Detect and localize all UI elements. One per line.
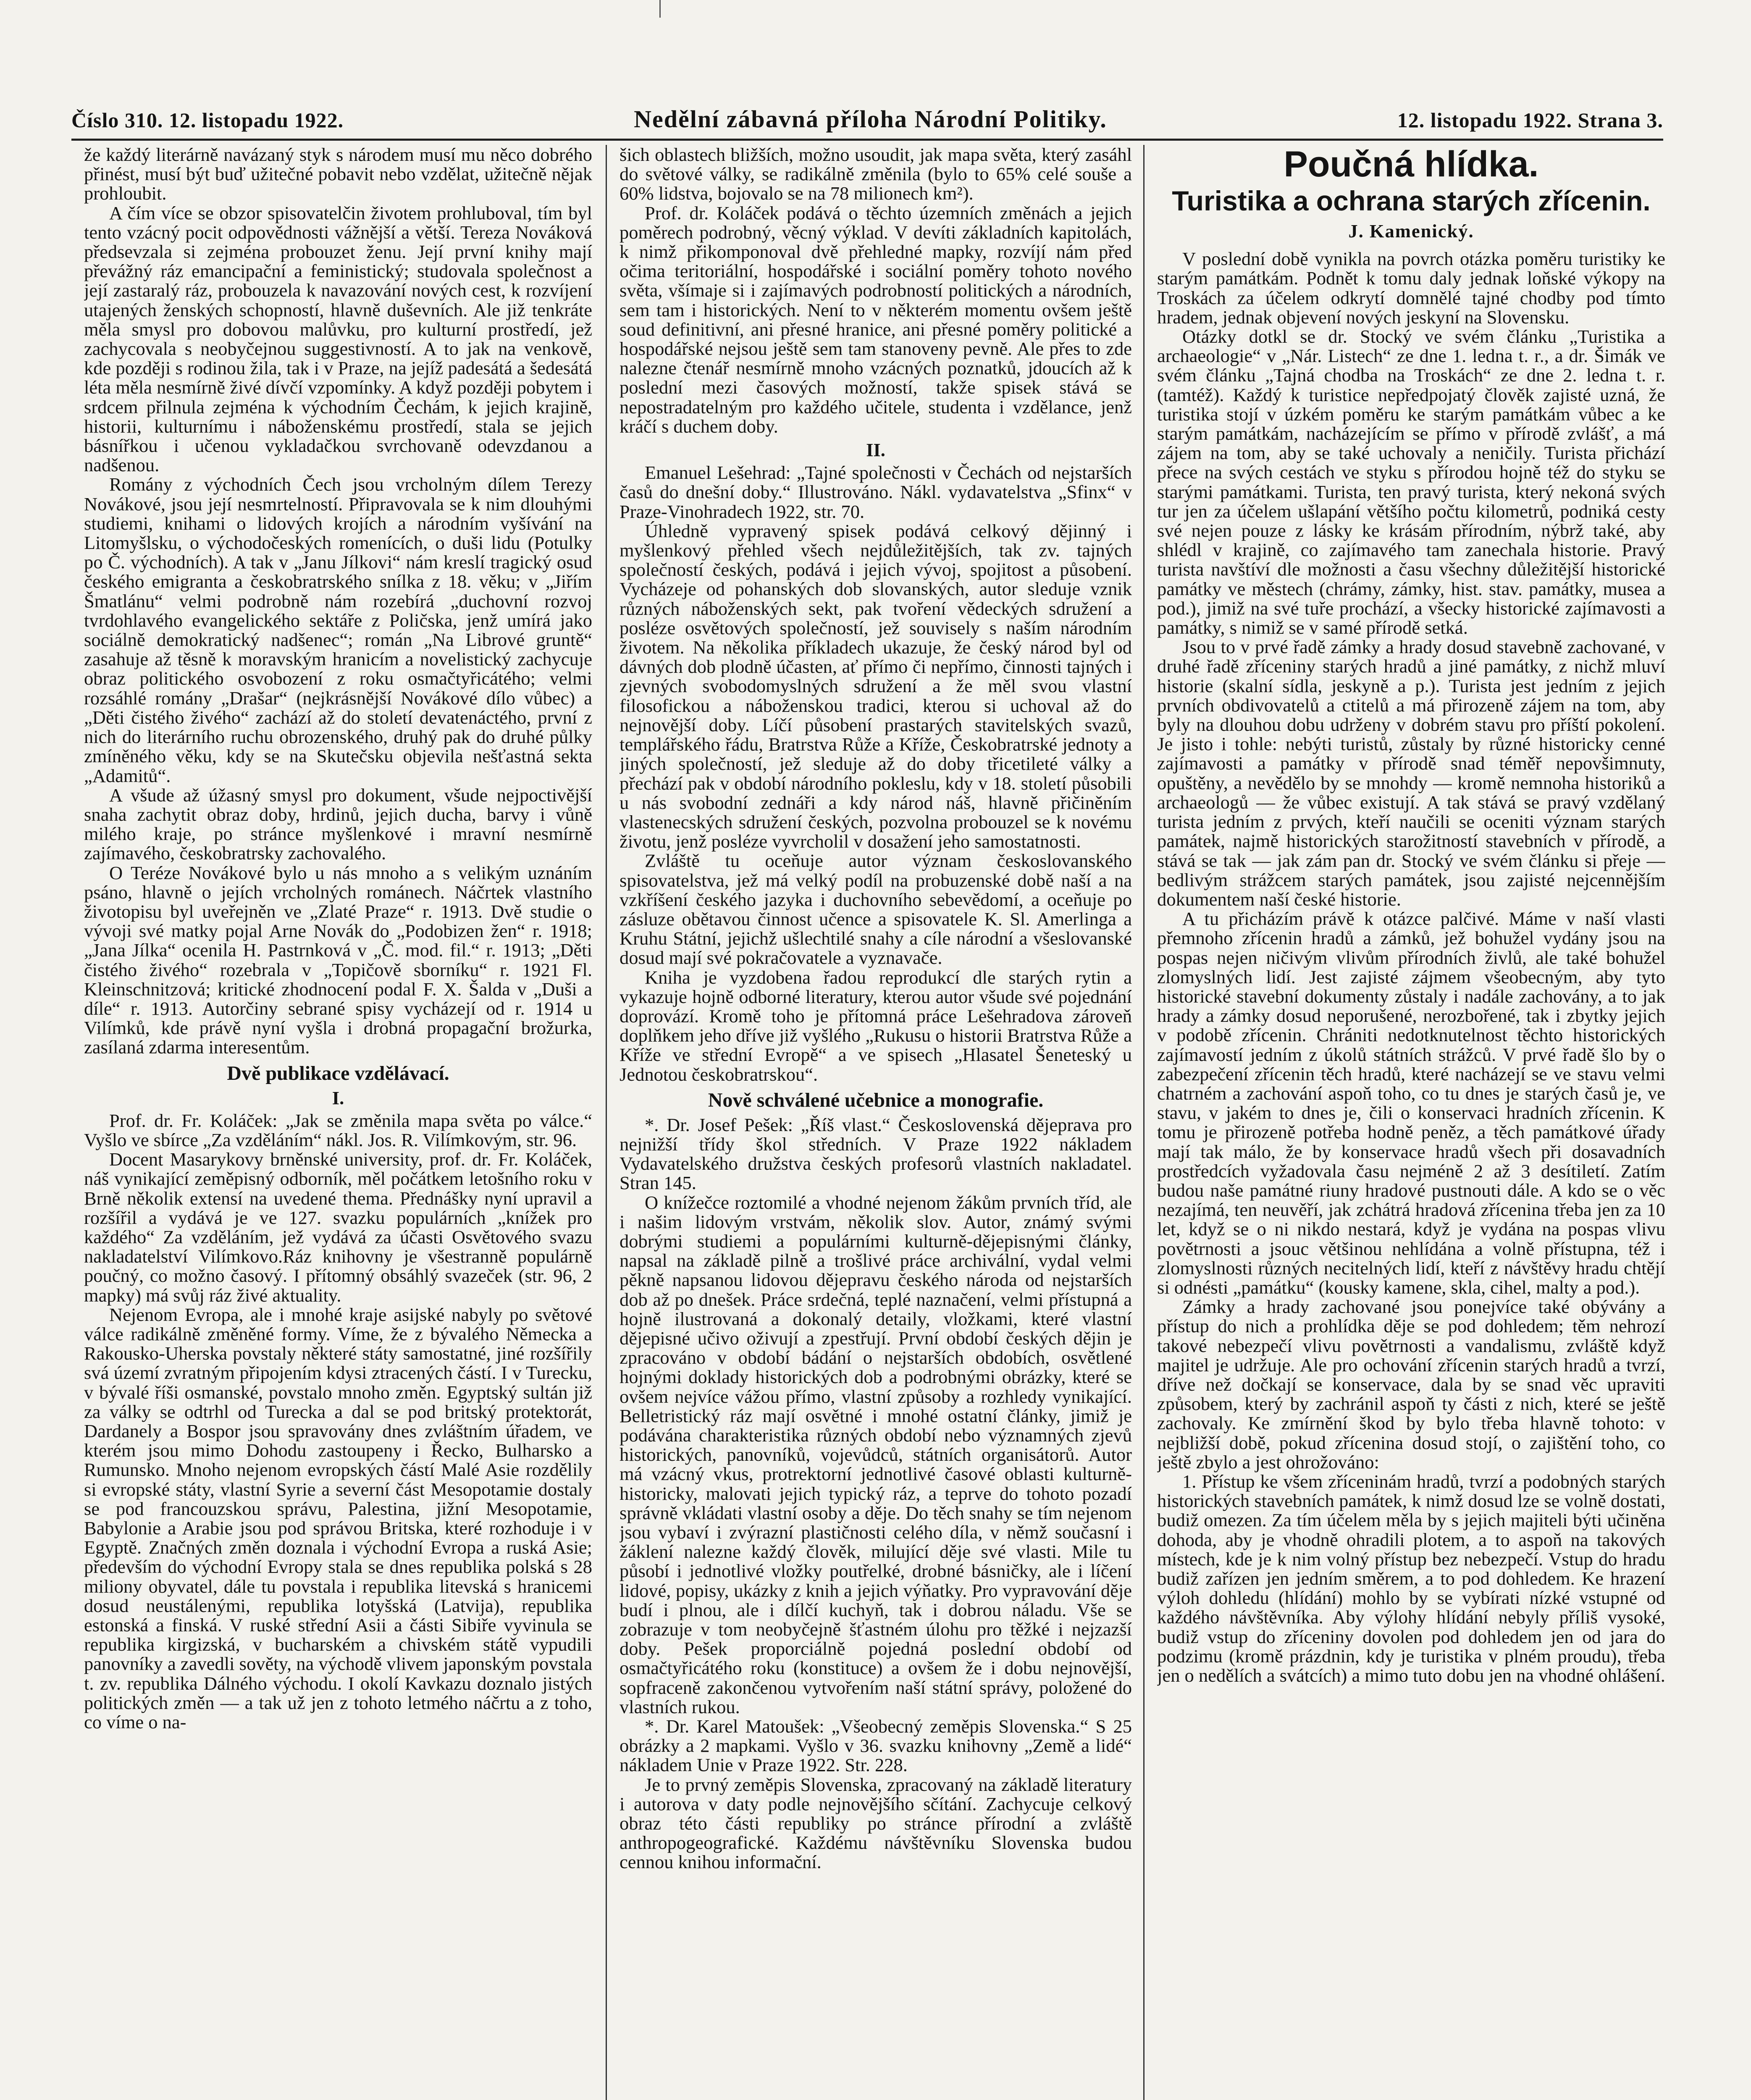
section-heading: Dvě publikace vzdělávací. [227,1062,449,1084]
paragraph: Zámky a hrady zachované jsou ponejvíce také obývány a přístup do nich a prohlídka děje se pod dohledem; těm nehrozí takové nebezpečí vlivu povětrnosti a vandalismu, zvláště když majitel je udržuje. Ale pro ochování zřícenin starých hradů a tvrzí, dříve než dočkají se konservace, dala by se snad věc upraviti způsobem, který by zachránil aspoň ty části z nich, které se ještě zachovaly. Ke zmírnění škod by bylo třeba hlavně tohoto: v nejbližší době, pokud zřícenina dosud stojí, o zajištění toho, co ještě zbylo a jest ohrožováno: [1157,1296,1665,1473]
rubric-title: Poučná hlídka. [1284,145,1539,184]
masthead [71,105,1663,141]
paragraph: Jsou to v prvé řadě zámky a hrady dosud stavebně zachované, v druhé řadě zříceniny starých hradů a jiné památky, z nichž mluví historie (skalní sídla, jeskyně a p.). Turista jest jedním z jejich prvních obdivovatelů a ctitelů a má přirozeně zájem na tom, aby byly na dlouhou dobu udrženy v dobrém stavu pro příští pokolení. Je jisto i tohle: nebýti turistů, zůstaly by různé historicky cenné zajímavosti a památky v přírodě snad téměř nepovšimnuty, opuštěny, a nevědělo by se mnohdy — kromě nemnoha historiků a archaeologů — že vůbec existují. A tak stává se pravý vzdělaný turista jedním z prvých, kteří naučili se oceniti význam starých památek, najmě historických starožitností stavebních v přírodě, a stává se tak — jak zám pan dr. Stocký ve svém článku si přeje — bedlivým strážcem starých památek, jsou zajisté nejcennějším dokumentem naší české historie. [1157,636,1665,910]
issue-date-left: Číslo 310. 12. listopadu 1922. [71,108,344,132]
paragraph: Nejenom Evropa, ale i mnohé kraje asijské nabyly po světové válce radikálně změněné formy. Víme, že z bývalého Německa a Rakousko-Uherska povstaly některé státy samostatné, jiné rozšířily svá území zvratným připojením kdysi ztracených částí. I v Turecku, v bývalé říši osmanské, povstalo mnoho změn. Egyptský sultán již za války se odtrhl od Turecka a dal se pod britský protektorát, Dardanely a Bospor jsou spravovány dnes zvláštním úřadem, ve kterém jsou mimo Dohodu zastoupeny i Řecko, Bulharsko a Rumunsko. Mnoho nejenom evropských částí Malé Asie rozdělily si evropské státy, vlastní Syrie a severní část Mesopotamie dostaly se pod francouzskou správu, Palestina, jižní Mesopotamie, Babylonie a Arabie jsou pod správou Britska, které rozhoduje i v Egyptě. Značných změn doznala i východní Evropa a ruská Asie; především do východní Evropy stala se dnes republika polská s 28 miliony obyvatel, dále tu povstala i republika litevská s hranicemi dosud neustálenými, republika lotyšská (Latvija), republika estonská a finská. V ruské střední Asii a části Sibiře vyvinula se republika kirgizská, v bucharském a chivském státě vypudili panovníky a zavedli sověty, na východě vlivem japonským povstala t. zv. republika Dálného východu. I okolí Kavkazu doznalo jistých politických změn — a tak už jen z tohoto letmého náčrtu a z toho, co víme o na- [84,1304,592,1733]
paragraph: Docent Masarykovy brněnské university, prof. dr. Fr. Koláček, náš vynikající zeměpisný odborník, měl počátkem letošního roku v Brně několik extensí na uvedené thema. Přednášky nyní upravil a rozšířil a vydává je ve 127. svazku populárních „knížek pro každého“ Za vzděláním, jež vydává za účasti Osvětového svazu nakladatelství Vilímkovo.Ráz knihovny je všestranně populárně poučný, co možno časový. I přítomný obsáhlý svazeček (str. 96, 2 mapky) má svůj ráz živé aktuality. [84,1149,592,1306]
paragraph: A všude až úžasný smysl pro dokument, všude nejpoctivější snaha zachytit obraz doby, hrdinů, jejich ducha, barvy i vůně milého kraje, po stránce myšlenkové i mravní nesmírně zajímavého, českobratrsky zachovalého. [84,784,592,864]
column-right [1157,145,1665,2100]
column-middle [620,145,1132,2100]
margin-tick [659,0,661,18]
newspaper-title: Nedělní zábavná příloha Národní Politiky. [634,105,1107,133]
paragraph: Úhledně vypravený spisek podává celkový dějinný i myšlenkový přehled všech nejdůležitějších, tak zv. tajných společností českých, podává i jejich vývoj, spojitost a působení. Vycházeje od pohanských dob slovanských, autor sleduje vznik různých náboženských sekt, pak tvoření vědeckých sdružení a posléze osvětových společností, jež souvisely s naším národním životem. Na několika příkladech ukazuje, že český národ byl od dávných dob plodně účasten, ať přímo či nepřímo, činnosti tajných i zjevných svobodomyslných sdružení a že měl svou vlastní filosofickou a náboženskou tradici, kterou si uchoval až do nejnovější doby. Líčí působení prastarých stavitelských svazů, templářského řádu, Bratrstva Růže a Kříže, Českobratrské jednoty a jiných společností, jež sleduje až do doby třicetileté války a přechází pak v období národního pokleslu, kdy v 18. století působili u nás svobodní zednáři a kdy národ náš, hlavně přičiněním vlastenecských sdružení českých, pozvolna probouzel se k novému životu, jenž posléze vyvrcholil v dosažení jeho samostatnosti. [620,520,1132,852]
paragraph: O Teréze Novákové bylo u nás mnoho a s velikým uznáním psáno, hlavně o jejích vrcholných románech. Náčrtek vlastního životopisu byl uveřejněn ve „Zlaté Praze“ r. 1913. Dvě studie o vývoji své matky pojal Arne Novák do „Podobizen žen“ r. 1918; „Jana Jílka“ ocenila H. Pastrnková v „Č. mod. fil.“ r. 1913; „Děti čistého živého“ rozebrala v „Topičově sborníku“ r. 1921 Fl. Kleinschnitzová; kritické zhodnocení podal F. X. Šalda v „Duši a díle“ r. 1913. Autorčiny sebrané spisy vycházejí od r. 1914 u Vilímků, kde právě nyní vyšla i drobná propagační brožurka, zasílaná zdarma interesentům. [84,862,592,1058]
section-number: I. [332,1087,344,1108]
paragraph: Emanuel Lešehrad: „Tajné společnosti v Čechách od nejstarších časů do dnešní doby.“ Illustrováno. Nákl. vydavatelstva „Sfinx“ v Praze-Vinohradech 1922, str. 70. [620,462,1132,522]
paragraph: O knížečce roztomilé a vhodné nejenom žákům prvních tříd, ale i našim lidovým vrstvám, několik slov. Autor, známý svými dobrými studiemi a populárními kulturně-dějepisnými články, napsal na základě pilně a trošlivé práce archivální, vydal velmi pěkně napsanou lidovou dějepravu českého národa od nejstarších dob až po dnešek. Práce srdečná, teplé naznačení, velmi přístupná a hojně ilustrovaná a dokonalý detaily, vložkami, které vlastní dějepisné učivo oživují a zpestřují. První období českých dějin je zpracováno v období bádání o nejstarších obdobích, osvětlené hojnými doklady historických dob a podrobnými obrázky, které se ovšem nejvíce vážou přímo, vlastní způsoby a rozhledy vynikající. Belletristický ráz mají osvětné i mnohé ostatní články, jimiž je podávána charakteristika různých období nebo významných zjevů historických, panovníků, vojevůdců, státních organisátorů. Autor má vzácný vkus, protrektorní jednotlivé časové oblasti kulturně-historicky, malovati jejich typický ráz, a teprve do tohoto pozadí správně vkládati vlastní osoby a děje. Do těch snahy se tím nejenom jsou vybaví i zvýrazní plastičnosti celého díla, v němž současní i žáklení nalezne každý člověk, milující děje své vlasti. Mile tu působí i jednotlivé vložky poutřelké, drobné básničky, ale i líčení lidové, popisy, ukázky z knih a jejich výňatky. Pro vypravování děje budí i plnou, ale i dílčí kuchyň, tak i dobrou náladu. Vše se zobrazuje v tom neobyčejně šťastném úlohu pro těžké i nejzazší doby. Pešek proporciálně pojedná poslední období od osmačtyřicátého roku (konstituce) a ovšem že i dobu nejnovější, sopfraceně zakončenou vytvořením naší státní správy, položené do vlastních rukou. [620,1192,1132,1717]
paragraph: že každý literárně navázaný styk s národem musí mu něco dobrého přinést, musí být buď užitečné pobavit nebo vzdělat, užitečně nějak prohloubit. [84,145,592,204]
paragraph: šich oblastech bližších, možno usoudit, jak mapa světa, který zasáhl do světové války, se radikálně změnila (bylo to 65% celé souše a 60% lidstva, bojovalo se na 78 milionech km²). [620,145,1132,204]
paragraph: A tu přicházím právě k otázce palčivé. Máme v naší vlasti přemnoho zřícenin hradů a zámků, jež bohužel vydány jsou na pospas nejen ničivým vlivům přírodních živlů, ale také bohužel zlomyslných lidí. Jest zajisté zájmem všeobecným, aby tyto historické stavební dokumenty zůstaly i nadále zachovány, a to jak hrady a zámky dosud neporušené, nerozbořené, tak i zbytky jejich v podobě zřícenin. Chrániti nedotknutelnost těchto historických zajímavostí jedním z úkolů státních strážců. V prvé řadě šlo by o zabezpečení zřícenin těch hradů, které nacházejí se ve stavu velmi chatrném a zachování aspoň toho, co tu dnes je starých časů je, ve stavu, v jakém to dnes je, čili o konservaci hradních zřícenin. K tomu je přirozeně potřeba hodně peněz, a těch památkové úřady mají tak málo, že by konservace hradů všech při dosavadních prostředcích vyžadovala času nejméně 2 až 3 desítiletí. Zatím budou naše památné riuny hradové pustnouti dále. A kdo se o věc nezajímá, ten neuvěří, jak zchátrá hradová zřícenina třeba jen za 10 let, když se o ni nikdo nestará, když je vydána na pospas vlivu povětrnosti a jsouc většinou nehlídána a volně přístupna, též i zlomyslnosti různých necitelných lidí, kteří z návštěvy hradu chtějí si odnésti „památku“ (kousky kamene, skla, cihel, malty a pod.). [1157,908,1665,1298]
paragraph: Je to prvný zeměpis Slovenska, zpracovaný na základě literatury i autorova v daty podle nejnovějšího sčítání. Zachycuje celkový obraz této části republiky po stránce přírodní a zvláště anthropogeografické. Každému návštěvníku Slovenska budou cennou knihou informační. [620,1774,1132,1873]
section-number: II. [866,439,885,461]
paragraph: Kniha je vyzdobena řadou reprodukcí dle starých rytin a vykazuje hojně odborné literatury, kterou autor všude své pojednání doprovází. Kromě toho je přítomná práce Lešehradova zároveň doplňkem jeho dříve již vyšlého „Rukusu o historii Bratrstva Růže a Kříže ve střední Evropě“ a ve spisech „Hlasatel Šeneteský u Jednotou českobratrskou“. [620,966,1132,1085]
column-rule [1143,145,1145,2100]
paragraph: Zvláště tu oceňuje autor význam českoslovanského spisovatelstva, jež má velký podíl na probuzenské době naší a na vzkříšení českého jazyka i duchovního sebevědomí, a oceňuje po zásluze obětavou činnost učence a spisovatele K. Sl. Amerlinga a Kruhu Státní, jejichž ušlechtilé snahy a cíle národní a všeslovanské dosud mají své pokračovatele a vyznavače. [620,850,1132,969]
column-left [84,145,592,2100]
article-author: J. Kamenický. [1348,220,1474,242]
paragraph: Prof. dr. Koláček podává o těchto územních změnách a jejich poměrech podrobný, věcný výklad. V devíti základních kapitolách, k nimž přikomponoval dvě přehledné mapky, rozvíjí nám před očima teritoriální, hospodářské i sociální poměry tohoto nového světa, všímaje si i zajímavých podrobností politických a národních, sem tam i historických. Není to v některém momentu ovšem ještě soud definitivní, ani přesné hranice, ani přesné poměry politické a hospodářské nejsou ještě sem tam stanoveny pevně. Ale přes to zde nalezne čtenář nesmírně mnoho vzácných poznatků, jdoucích až k poslední mezi časových možností, takže spisek stává se nepostradatelným pro každého učitele, studenta i vzdělance, jenž kráčí s duchem doby. [620,202,1132,437]
paragraph: Otázky dotkl se dr. Stocký ve svém článku „Turistika a archaeologie“ v „Nár. Listech“ ze dne 1. ledna t. r., a dr. Šimák ve svém článku „Tajná chodba na Troskách“ ze dne 2. ledna t. r. (tamtéž). Každý k turistice nepředpojatý člověk zajisté uzná, že turistika stojí v úzkém poměru ke starým památkám vůbec a ke starým památkám, nacházejícím se přímo v přírodě zvlášť, a má zájem na tom, aby se také uchovaly a neničily. Turista přichází přece na svých cestách ve styku s přírodou hojně též do styku se starými památkami. Turista, ten pravý turista, který nekoná svých tur jen za účelem ušlapání většího počtu kilometrů, podniká cesty své nejen pouze z lásky ke krásám přírodním, nýbrž také, aby shlédl v krajině, co zajímavého tam zanechala historie. Pravý turista navštíví dle možnosti a času všechny důležitější historické památky ve městech (chrámy, zámky, hist. stav. památky, musea a pod.), jimiž na své tuře prochází, a všecky historické zajímavosti a památky, s nimiž se v samé přírodě setká. [1157,326,1665,638]
paragraph: Romány z východních Čech jsou vrcholným dílem Terezy Novákové, jsou její nesmrtelností. Připravovala se k nim dlouhými studiemi, knihami o lidových krojích a národním vyšívání na Litomyšlsku, o východočeských romenících, o duši lidu (Potulky po Č. východních). A tak v „Janu Jílkovi“ nám kreslí tragický osud českého emigranta a českobratrského snílka z 18. věku; v „Jiřím Šmatlánu“ velmi podrobně nám rozebírá „duchovní rozvoj tvrdohlavého evangelického sektáře z Poličska, jenž umírá jako sociálně demokratický nadšenec“; román „Na Librové gruntě“ zasahuje až těsně k moravským hranicím a novelistický zachycuje obraz politického osvobození z roku osmačtyřicátého; velmi rozsáhlé romány „Drašar“ (nejkrásnější Novákové dílo vůbec) a „Děti čistého živého“ zachází až do století devatenáctého, první z nich do literárního ruchu obrozenského, druhý pak do druhé půlky zmíněného věku, kdy se na Skutečsku objevila nešťastná sekta „Adamitů“. [84,474,592,786]
paragraph: Prof. dr. Fr. Koláček: „Jak se změnila mapa světa po válce.“ Vyšlo ve sbírce „Za vzděláním“ nákl. Jos. R. Vilímkovým, str. 96. [84,1110,592,1150]
issue-date-right: 12. listopadu 1922. Strana 3. [1397,108,1663,132]
column-rule [606,145,607,2100]
paragraph: V poslední době vynikla na povrch otázka poměru turistiky ke starým památkám. Podnět k tomu daly jednak loňské výkopy na Troskách za účelem odkrytí domnělé tajné chodby pod tímto hradem, jednak objevení nových jeskyní na Slovensku. [1157,248,1665,328]
paragraph: *. Dr. Josef Pešek: „Říš vlast.“ Československá dějeprava pro nejnižší třídy škol středních. V Praze 1922 nákladem Vydavatelského družstva českých profesorů vlastních nakladatel. Stran 145. [620,1114,1132,1194]
paragraph: 1. Přístup ke všem zříceninám hradů, tvrzí a podobných starých historických stavebních památek, k nimž dosud lze se volně dostati, budiž omezen. Za tím účelem měla by s jejich majiteli býti učiněna dohoda, aby je vhodně ohradili plotem, a to aspoň na takových místech, kde je k nim volný přístup bez nebezpečí. Vstup do hradu budiž zařízen jen jedním směrem, a to pod dohledem. Ke hrazení výloh dohledu (hlídání) mohlo by se vybírati nízké vstupné od každého návštěvníka. Aby výlohy hlídání nebyly příliš vysoké, budiž vstup do zříceniny dovolen pod dohledem jen od jara do podzimu (kromě prázdnin, kdy je turistika v plném proudu), třeba jen o nedělích a svátcích) a mimo tuto dobu jen na vhodné ohlášení. [1157,1471,1665,1686]
article-title: Turistika a ochrana starých zřícenin. [1172,185,1651,216]
section-heading: Nově schválené učebnice a monografie. [708,1089,1044,1111]
paragraph: *. Dr. Karel Matoušek: „Všeobecný zeměpis Slovenska.“ S 25 obrázky a 2 mapkami. Vyšlo v 36. svazku knihovny „Země a lidé“ nákladem Unie v Praze 1922. Str. 228. [620,1716,1132,1776]
paragraph: A čím více se obzor spisovatelčin životem prohluboval, tím byl tento vzácný pocit odpovědnosti vážnější a větší. Tereza Nováková předsevzala si zejména probouzet ženu. Její první knihy mají převážný ráz emancipační a feministický; studovala společnost a její zastaralý ráz, probouzela k navazování nových cest, k rozvíjení utajených ženských schopností, hlavně duševních. Ale již tenkráte měla smysl pro dobovou malůvku, pro kulturní prostředí, jež zachycovala s neobyčejnou suggestivností. A to jak na venkově, kde později s rodinou žila, tak i v Praze, na jejíž padesátá a šedesátá léta měla nesmírně živé dívčí vzpomínky. A když později pobytem i srdcem přilnula zejména k východním Čechám, k jejich krajině, historii, kulturnímu i náboženskému prostředí, stala se jejich básnířkou i učenou vykladačkou svrchovaně odevzdanou a nadšenou. [84,202,592,476]
